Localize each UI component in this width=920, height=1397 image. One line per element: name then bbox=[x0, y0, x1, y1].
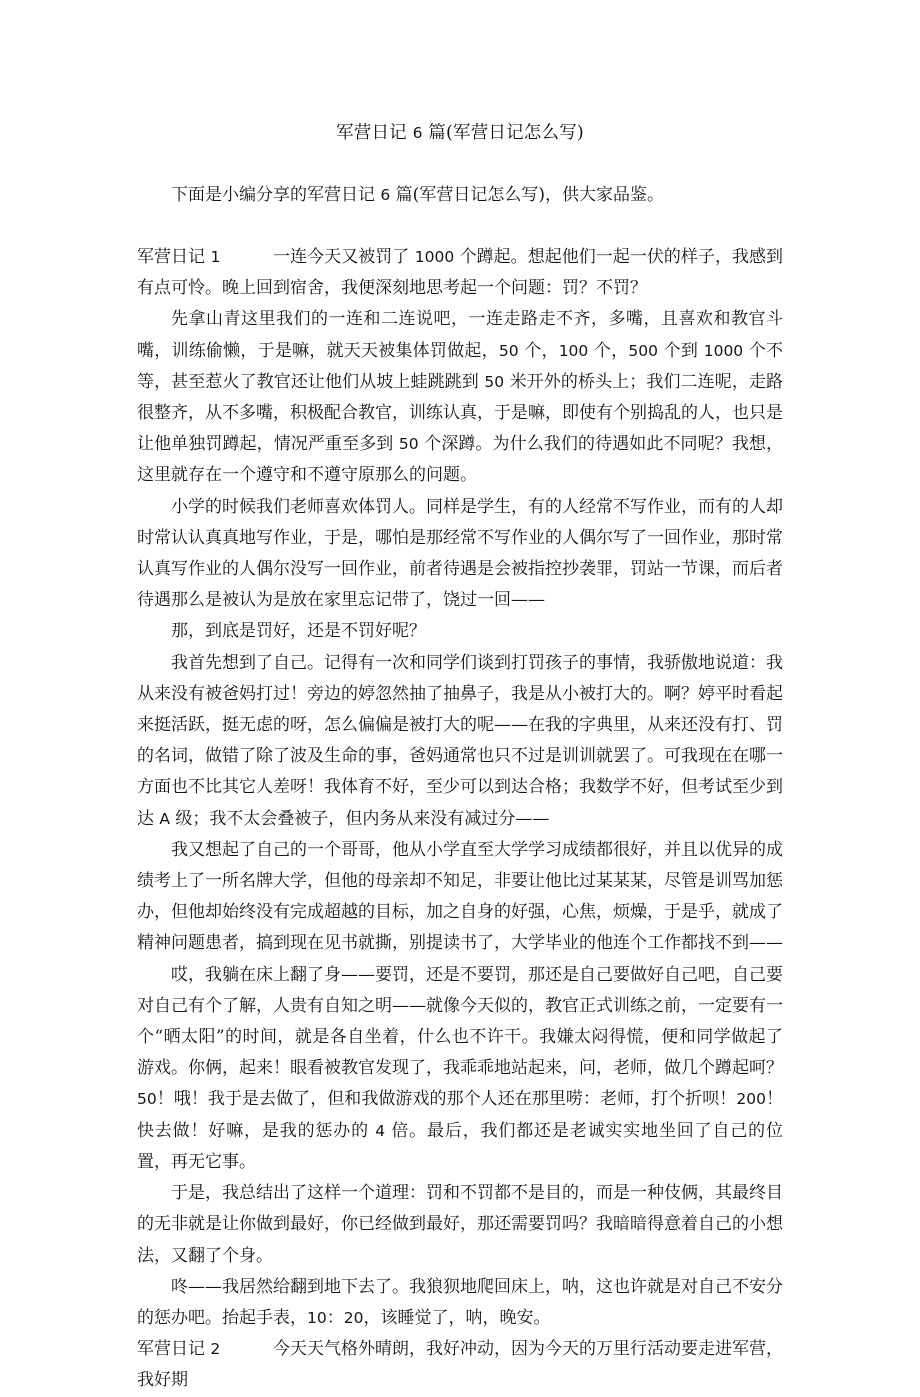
numeric-run: 50 bbox=[484, 372, 505, 391]
paragraph: 于是，我总结出了这样一个道理：罚和不罚都不是目的，而是一种伎俩，其最终目的无非就是让你做到最好，你已经做到最好，那还需要罚吗？我暗暗得意着自己的小想法，又翻了个身。 bbox=[137, 1183, 783, 1266]
numeric-run: A bbox=[159, 809, 171, 828]
numeric-run: 10 bbox=[307, 1308, 327, 1327]
entry-first-text-1: 一连今天又被罚了 1000 个蹲起。想起他们一起一伏的样子，我感到有点可怜。晚上回到宿舍，我便深刻地思考起一个问题：罚？不罚？ bbox=[137, 247, 784, 299]
entry-label-2: 军营日记 2 bbox=[137, 1339, 221, 1360]
numeric-run: 2 bbox=[210, 1340, 221, 1359]
document-body bbox=[137, 211, 783, 1397]
entry-heading-2 bbox=[137, 1334, 783, 1396]
numeric-run: 50 bbox=[398, 435, 419, 454]
numeric-run: 500 bbox=[628, 341, 658, 360]
numeric-run: 50 bbox=[137, 1090, 157, 1109]
numeric-run: 4 bbox=[375, 1121, 386, 1140]
numeric-run: 1000 bbox=[414, 248, 455, 266]
paragraph: 那，到底是罚好，还是不罚好呢？ bbox=[171, 621, 426, 642]
numeric-run: 1000 bbox=[703, 341, 744, 360]
numeric-run: 100 bbox=[558, 341, 589, 360]
entry-heading-1 bbox=[137, 242, 783, 304]
entry-label-1: 军营日记 1 bbox=[137, 247, 221, 267]
paragraph: 哎，我躺在床上翻了身——要罚，还是不要罚，那还是自己要做好自己吧，自己要对自己有个了解，人贵有自知之明——就像今天似的，教官正式训练之前，一定要有一个“晒太阳”的时间，就是各自坐着，什么也不许干。我嫌太闷得慌，便和同学做起了游戏。你俩，起来！眼看被教官发现了，我乖乖地站起来，问，老师，做几个蹲起呵？50！哦！我于是去做了，但和我做游戏的那个人还在那里唠：老师，打个折呗！200！快去做！好嘛，是我的惩办的 4 倍。最后，我们都还是老诚实实地坐回了自己的位置，再无它事。 bbox=[137, 964, 784, 1172]
numeric-run: 20 bbox=[343, 1308, 364, 1327]
paragraph: 我首先想到了自己。记得有一次和同学们谈到打罚孩子的事情，我骄傲地说道：我从来没有被爸妈打过！旁边的婷忽然抽了抽鼻子，我是从小被打大的。啊？婷平时看起来挺活跃，挺无虑的呀，怎么偏偏是被打大的呢——在我的字典里，从来还没有打、罚的名词，做错了除了波及生命的事，爸妈通常也只不过是训训就罢了。可我现在在哪一方面也不比其它人差呀！我体育不好，至少可以到达合格；我数学不好，但考试至少到达 A 级；我不太会叠被子，但内务从来没有减过分—— bbox=[137, 652, 783, 829]
paragraph: 我又想起了自己的一个哥哥，他从小学直至大学学习成绩都很好，并且以优异的成绩考上了一所名牌大学，但他的母亲却不知足，非要让他比过某某某，尽管是训骂加惩办，但他却始终没有完成超越的目标，加之自身的好强，心焦，烦燥，于是乎，就成了精神问题患者，搞到现在见书就撕，别提读书了，大学毕业的他连个工作都找不到—— bbox=[137, 839, 783, 954]
numeric-run: 6 bbox=[412, 124, 423, 142]
paragraph: 先拿山青这里我们的一连和二连说吧，一连走路走不齐，多嘴，且喜欢和教官斗嘴，训练偷懒，于是嘛，就天天被集体罚做起，50 个，100 个，500 个到 1000 个不等，甚至惹火了教官还让他们从坡上蛙跳跳到 50 米开外的桥头上；我们二连呢，走路很整齐，从不多嘴，积极配合教官，训练认真，于是嘛，即使有个别捣乱的人，也只是让他单独罚蹲起，情况严重至多到 50 个深蹲。为什么我们的待遇如此不同呢？我想，这里就存在一个遵守和不遵守原那么的问题。 bbox=[137, 309, 784, 486]
intro-paragraph: 下面是小编分享的军营日记 6 篇(军营日记怎么写)，供大家品鉴。 bbox=[171, 185, 664, 205]
numeric-run: 200 bbox=[736, 1090, 766, 1109]
numeric-run: 6 bbox=[380, 186, 391, 204]
page-title: 军营日记 6 篇(军营日记怎么写) bbox=[336, 123, 584, 143]
numeric-run: 1 bbox=[210, 248, 221, 266]
entry-first-text-2: 今天天气格外晴朗，我好冲动，因为今天的万里行活动要走进军营，我好期 bbox=[137, 1339, 784, 1391]
numeric-run: 50 bbox=[498, 341, 519, 360]
paragraph: 咚——我居然给翻到地下去了。我狼狈地爬回床上，呐，这也许就是对自己不安分的惩办吧。抬起手表，10：20，该睡觉了，呐，晚安。 bbox=[137, 1276, 783, 1328]
paragraph: 小学的时候我们老师喜欢体罚人。同样是学生，有的人经常不写作业，而有的人却时常认认真真地写作业，于是，哪怕是那经常不写作业的人偶尔写了一回作业，那时常认真写作业的人偶尔没写一回作业，前者待遇是会被指控抄袭罪，罚站一节课，而后者待遇那么是被认为是放在家里忘记带了，饶过一回—— bbox=[137, 496, 783, 611]
